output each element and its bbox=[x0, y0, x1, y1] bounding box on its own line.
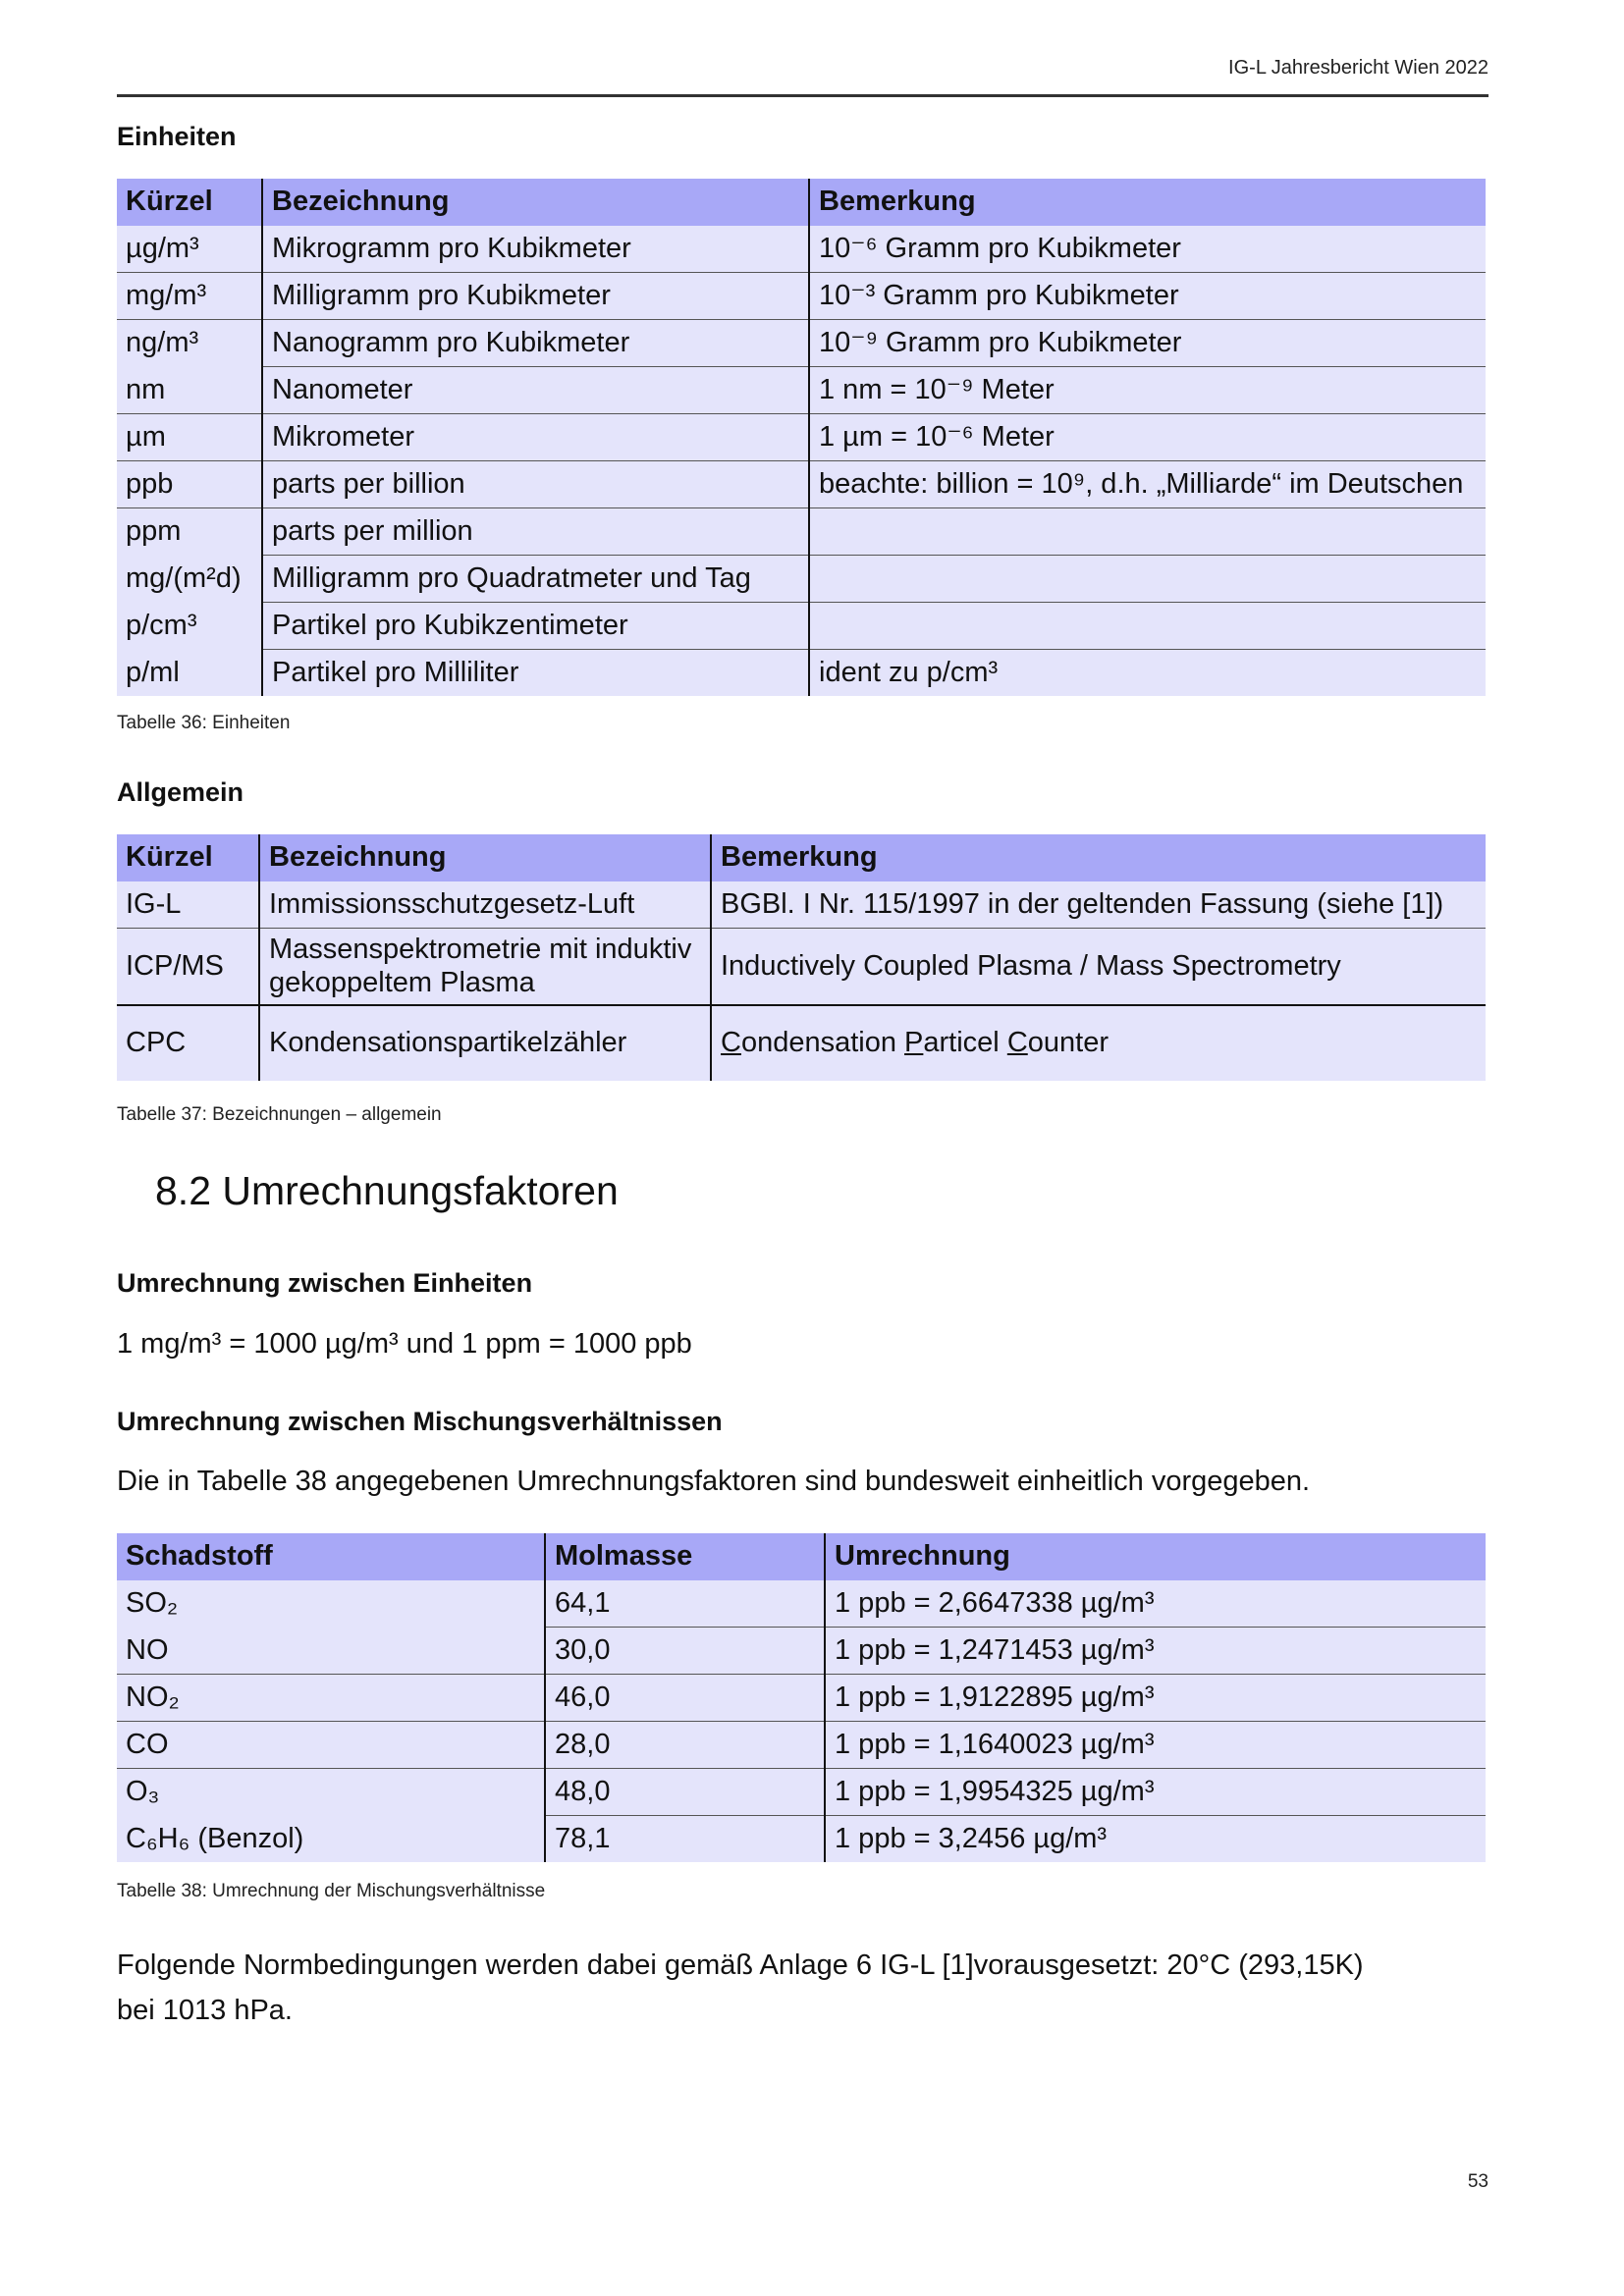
table-row bbox=[117, 226, 1486, 273]
units-conversion-heading: Umrechnung zwischen Einheiten bbox=[117, 1268, 533, 1298]
table-cell: CO bbox=[117, 1722, 545, 1769]
table-row bbox=[117, 508, 1486, 556]
table-cell: parts per million bbox=[262, 508, 809, 556]
table-row bbox=[117, 1816, 1486, 1863]
table-caption: Tabelle 38: Umrechnung der Mischungsverhältnisse bbox=[117, 1881, 546, 1901]
table-row bbox=[117, 1722, 1486, 1769]
table-cell: ICP/MS bbox=[117, 929, 259, 1006]
norm-conditions-text bbox=[117, 1943, 1364, 2033]
table-cell: Massenspektrometrie mit induktiv gekoppeltem Plasma bbox=[259, 929, 711, 1006]
table-cell: 46,0 bbox=[545, 1675, 825, 1722]
table-cell: 30,0 bbox=[545, 1628, 825, 1675]
column-header: Umrechnung bbox=[825, 1533, 1486, 1580]
table-cell: p/cm³ bbox=[117, 603, 262, 650]
table-cell: BGBl. I Nr. 115/1997 in der geltenden Fassung (siehe [1]) bbox=[711, 881, 1486, 929]
table-cell: Mikrogramm pro Kubikmeter bbox=[262, 226, 809, 273]
table-cell: Kondensationspartikelzähler bbox=[259, 1005, 711, 1081]
table-caption: Tabelle 37: Bezeichnungen – allgemein bbox=[117, 1104, 442, 1125]
table-cell: mg/m³ bbox=[117, 273, 262, 320]
table-row bbox=[117, 929, 1486, 1006]
table-cell: Mikrometer bbox=[262, 414, 809, 461]
table-row bbox=[117, 1675, 1486, 1722]
header-divider bbox=[117, 94, 1489, 97]
table-row bbox=[117, 556, 1486, 603]
table-row bbox=[117, 650, 1486, 697]
table-cell: SO₂ bbox=[117, 1580, 545, 1628]
mixing-conversion-text: Die in Tabelle 38 angegebenen Umrechnungsfaktoren sind bundesweit einheitlich vorgegeben. bbox=[117, 1466, 1311, 1497]
table-cell: 78,1 bbox=[545, 1816, 825, 1863]
norm-text-line: bei 1013 hPa. bbox=[117, 1995, 293, 2026]
table-cell: 1 µm = 10⁻⁶ Meter bbox=[809, 414, 1486, 461]
acronym-letter: C bbox=[1006, 1027, 1028, 1059]
column-header: Kürzel bbox=[117, 179, 262, 226]
table-cell: 48,0 bbox=[545, 1769, 825, 1816]
table-cell bbox=[809, 603, 1486, 650]
table-cell: Milligramm pro Kubikmeter bbox=[262, 273, 809, 320]
table-cell: ident zu p/cm³ bbox=[809, 650, 1486, 697]
table-cell: ng/m³ bbox=[117, 320, 262, 367]
table-row bbox=[117, 1628, 1486, 1675]
running-header: IG-L Jahresbericht Wien 2022 bbox=[1228, 57, 1489, 79]
table-row bbox=[117, 320, 1486, 367]
table-cell: Partikel pro Kubikzentimeter bbox=[262, 603, 809, 650]
column-header: Bezeichnung bbox=[259, 834, 711, 881]
general-table bbox=[117, 834, 1486, 1081]
table-cell: µm bbox=[117, 414, 262, 461]
table-cell: 1 nm = 10⁻⁹ Meter bbox=[809, 367, 1486, 414]
table-row bbox=[117, 367, 1486, 414]
mixing-conversion-heading: Umrechnung zwischen Mischungsverhältnissen bbox=[117, 1407, 723, 1436]
section-title: 8.2 Umrechnungsfaktoren bbox=[155, 1168, 619, 1213]
table-cell: 1 ppb = 1,9954325 µg/m³ bbox=[825, 1769, 1486, 1816]
table-cell: nm bbox=[117, 367, 262, 414]
conversion-table bbox=[117, 1533, 1486, 1862]
table-cell: CPC bbox=[117, 1005, 259, 1081]
units-section-label: Einheiten bbox=[117, 122, 237, 151]
table-header-row bbox=[117, 834, 1486, 881]
norm-text-line: Folgende Normbedingungen werden dabei gemäß Anlage 6 IG-L [1]vorausgesetzt: 20°C (293,15K) bbox=[117, 1949, 1364, 1981]
units-table bbox=[117, 179, 1486, 696]
table-cell bbox=[809, 556, 1486, 603]
units-conversion-text: 1 mg/m³ = 1000 µg/m³ und 1 ppm = 1000 ppb bbox=[117, 1328, 692, 1360]
table-cell: Nanometer bbox=[262, 367, 809, 414]
table-cell: µg/m³ bbox=[117, 226, 262, 273]
table-cell: 1 ppb = 2,6647338 µg/m³ bbox=[825, 1580, 1486, 1628]
table-row bbox=[117, 603, 1486, 650]
table-cell: NO₂ bbox=[117, 1675, 545, 1722]
column-header: Bezeichnung bbox=[262, 179, 809, 226]
table-cell: C₆H₆ (Benzol) bbox=[117, 1816, 545, 1863]
table-cell: IG-L bbox=[117, 881, 259, 929]
column-header: Molmasse bbox=[545, 1533, 825, 1580]
text-span: ounter bbox=[1027, 1027, 1109, 1059]
table-cell: 1 ppb = 1,2471453 µg/m³ bbox=[825, 1628, 1486, 1675]
table-cell: 10⁻⁹ Gramm pro Kubikmeter bbox=[809, 320, 1486, 367]
table-cell: O₃ bbox=[117, 1769, 545, 1816]
table-cell: parts per billion bbox=[262, 461, 809, 508]
table-row bbox=[117, 881, 1486, 929]
table-cell: 28,0 bbox=[545, 1722, 825, 1769]
table-header-row bbox=[117, 179, 1486, 226]
table-header-row bbox=[117, 1533, 1486, 1580]
table-caption: Tabelle 36: Einheiten bbox=[117, 713, 291, 733]
table-row bbox=[117, 1769, 1486, 1816]
table-row bbox=[117, 1005, 1486, 1081]
table-cell: 10⁻³ Gramm pro Kubikmeter bbox=[809, 273, 1486, 320]
table-cell: Immissionsschutzgesetz-Luft bbox=[259, 881, 711, 929]
table-cell: 10⁻⁶ Gramm pro Kubikmeter bbox=[809, 226, 1486, 273]
page-number: 53 bbox=[1467, 2171, 1489, 2192]
general-section-label: Allgemein bbox=[117, 777, 244, 807]
table-cell: 64,1 bbox=[545, 1580, 825, 1628]
text-span: ondensation bbox=[740, 1027, 905, 1059]
column-header: Bemerkung bbox=[809, 179, 1486, 226]
table-row bbox=[117, 1580, 1486, 1628]
acronym-letter: C bbox=[721, 1027, 741, 1059]
table-cell: beachte: billion = 10⁹, d.h. „Milliarde“ im Deutschen bbox=[809, 461, 1486, 508]
table-cell: ppb bbox=[117, 461, 262, 508]
text-span: articel bbox=[923, 1027, 1007, 1059]
table-cell bbox=[711, 1005, 1486, 1081]
table-row bbox=[117, 461, 1486, 508]
table-cell bbox=[809, 508, 1486, 556]
table-cell: p/ml bbox=[117, 650, 262, 697]
table-cell: Nanogramm pro Kubikmeter bbox=[262, 320, 809, 367]
table-row bbox=[117, 273, 1486, 320]
table-cell: mg/(m²d) bbox=[117, 556, 262, 603]
table-cell: Partikel pro Milliliter bbox=[262, 650, 809, 697]
table-cell: Inductively Coupled Plasma / Mass Spectrometry bbox=[711, 929, 1486, 1006]
column-header: Schadstoff bbox=[117, 1533, 545, 1580]
table-cell: NO bbox=[117, 1628, 545, 1675]
table-cell: ppm bbox=[117, 508, 262, 556]
table-cell: Milligramm pro Quadratmeter und Tag bbox=[262, 556, 809, 603]
table-cell: 1 ppb = 3,2456 µg/m³ bbox=[825, 1816, 1486, 1863]
table-row bbox=[117, 414, 1486, 461]
column-header: Bemerkung bbox=[711, 834, 1486, 881]
table-cell: 1 ppb = 1,1640023 µg/m³ bbox=[825, 1722, 1486, 1769]
acronym-letter: P bbox=[904, 1027, 924, 1059]
table-cell: 1 ppb = 1,9122895 µg/m³ bbox=[825, 1675, 1486, 1722]
column-header: Kürzel bbox=[117, 834, 259, 881]
